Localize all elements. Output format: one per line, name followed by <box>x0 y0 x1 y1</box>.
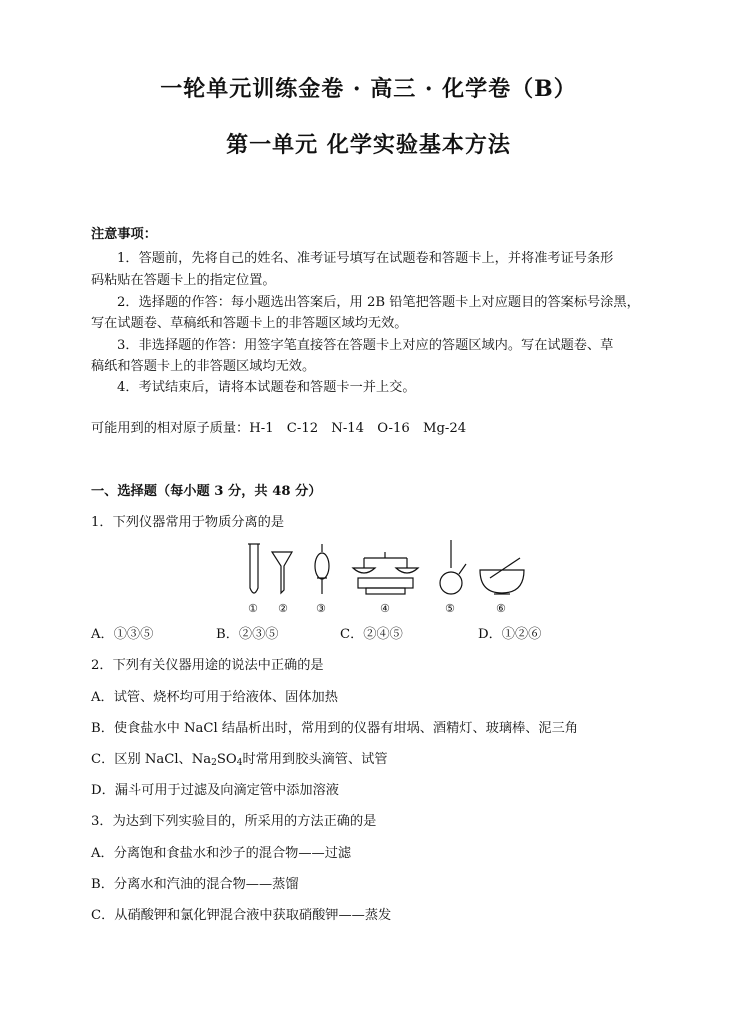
mortar-and-pestle-icon <box>480 558 524 594</box>
test-tube-icon <box>248 544 260 593</box>
section-heading: 一、选择题（每小题 3 分，共 48 分） <box>91 484 322 499</box>
question-3-stem: 3．为达到下列实验目的，所采用的方法正确的是 <box>91 814 377 829</box>
balance-icon <box>353 552 418 594</box>
figure-label: ① <box>248 602 258 615</box>
note-item-3-line-2: 稿纸和答题卡上的非答题区域均无效。 <box>91 359 316 374</box>
figure-label: ⑥ <box>496 602 506 615</box>
figure-label: ② <box>278 602 288 615</box>
separatory-funnel-icon <box>315 544 329 594</box>
question-1-option-c: C．②④⑤ <box>340 627 403 642</box>
question-3-option-b: B．分离水和汽油的混合物——蒸馏 <box>91 877 299 892</box>
distillation-flask-icon <box>440 540 466 594</box>
note-item-3-line-1: 3．非选择题的作答：用签字笔直接答在答题卡上对应的答题区域内。写在试题卷、草 <box>117 338 614 353</box>
figure-label: ③ <box>316 602 326 615</box>
page-title: 一轮单元训练金卷 · 高三 · 化学卷（B） <box>160 76 577 102</box>
note-item-2-line-2: 写在试题卷、草稿纸和答题卡上的非答题区域均无效。 <box>91 316 408 331</box>
notes-heading: 注意事项： <box>91 227 157 242</box>
figure-label: ④ <box>380 602 390 615</box>
question-3-option-a: A．分离饱和食盐水和沙子的混合物——过滤 <box>91 846 352 861</box>
question-2-option-d: D．漏斗可用于过滤及向滴定管中添加溶液 <box>91 783 339 798</box>
question-1-option-b: B．②③⑤ <box>216 627 279 642</box>
question-2-option-b: B．使食盐水中 NaCl 结晶析出时，常用到的仪器有坩埚、酒精灯、玻璃棒、泥三角 <box>91 721 578 736</box>
page-subtitle: 第一单元 化学实验基本方法 <box>226 132 511 158</box>
question-1-stem: 1．下列仪器常用于物质分离的是 <box>91 515 285 530</box>
question-2-option-c: C．区别 NaCl、$Na_2SO_4$时常用到胶头滴管、试管 <box>91 752 388 768</box>
funnel-icon <box>272 552 292 593</box>
note-item-1-line-2: 码粘贴在答题卡上的指定位置。 <box>91 273 276 288</box>
figure-label: ⑤ <box>445 602 455 615</box>
question-1-option-a: A．①③⑤ <box>91 627 154 642</box>
question-2-stem: 2．下列有关仪器用途的说法中正确的是 <box>91 658 324 673</box>
question-3-option-c: C．从硝酸钾和氯化钾混合液中获取硝酸钾——蒸发 <box>91 908 392 923</box>
note-item-1-line-1: 1．答题前，先将自己的姓名、准考证号填写在试题卷和答题卡上，并将准考证号条形 <box>117 251 614 266</box>
note-item-2-line-1: 2．选择题的作答：每小题选出答案后，用 2B 铅笔把答题卡上对应题目的答案标号涂黑， <box>117 295 640 310</box>
question-1-option-d: D．①②⑥ <box>478 627 542 642</box>
atomic-mass-line: 可能用到的相对原子质量：H-1 C-12 N-14 O-16 Mg-24 <box>91 421 467 436</box>
note-item-4: 4．考试结束后，请将本试题卷和答题卡一并上交。 <box>117 380 416 395</box>
apparatus-figure <box>240 538 525 616</box>
question-2-option-a: A．试管、烧杯均可用于给液体、固体加热 <box>91 690 338 705</box>
